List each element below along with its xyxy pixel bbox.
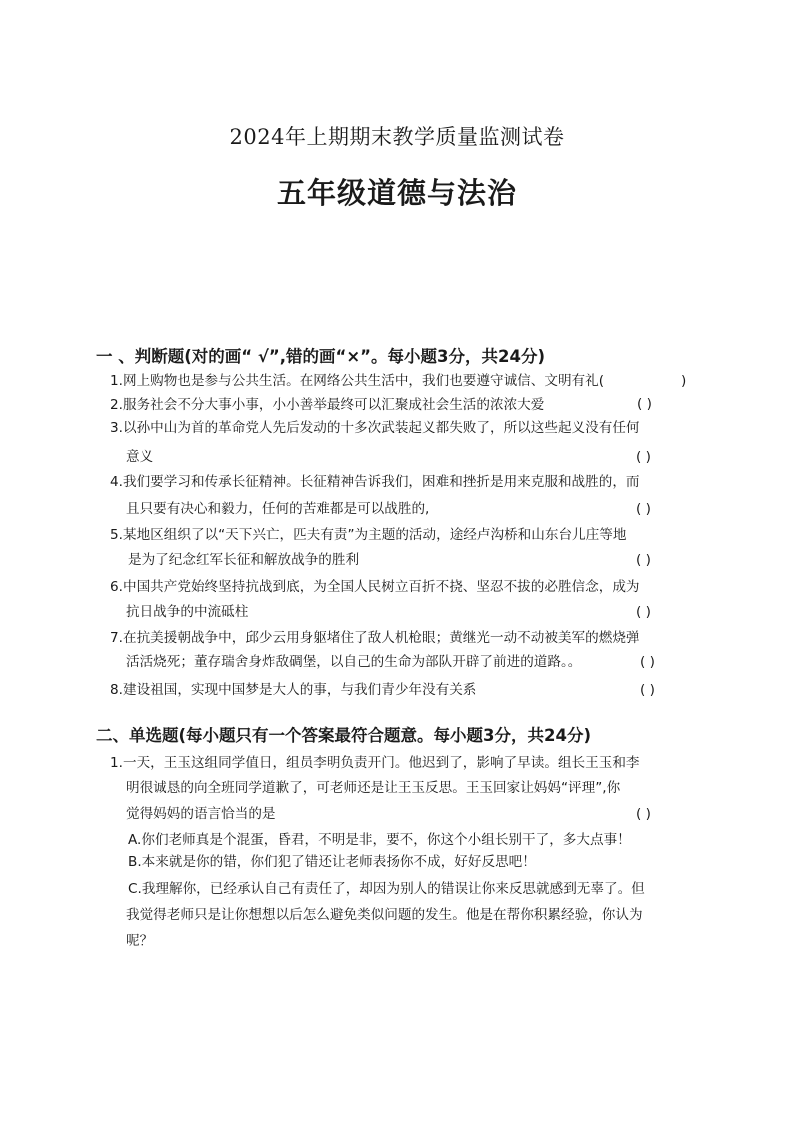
question-1-6-line2: 抗日战争的中流砥柱	[126, 604, 249, 620]
answer-paren: ( )	[636, 449, 651, 465]
option-b: B.本来就是你的错，你们犯了错还让老师表扬你不成，好好反思吧！	[128, 854, 536, 870]
question-2-1-line1: 1.一天，王玉这组同学值日，组员李明负责开门。他迟到了，影响了早读。组长王玉和李	[110, 755, 640, 771]
question-1-3-line2: 意义	[126, 449, 154, 465]
question-1-8: 8.建设祖国，实现中国梦是大人的事，与我们青少年没有关系	[110, 682, 477, 698]
question-1-7-line1: 7.在抗美援朝战争中，邱少云用身躯堵住了敌人机枪眼；黄继光一动不动被美军的燃烧弹	[110, 630, 640, 646]
answer-paren: ( )	[637, 396, 652, 412]
option-c-line1: C.我理解你，已经承认自己有责任了，却因为别人的错误让你来反思就感到无辜了。但	[128, 881, 645, 897]
answer-paren: ( )	[636, 552, 651, 568]
option-a: A.你们老师真是个混蛋，昏君，不明是非，要不，你这个小组长别干了，多大点事！	[128, 832, 631, 848]
question-1-6-line1: 6.中国共产党始终坚持抗战到底，为全国人民树立百折不挠、坚忍不拔的必胜信念，成为	[110, 579, 640, 595]
answer-paren: ( )	[636, 806, 651, 822]
exam-title: 2024年上期期末教学质量监测试卷	[229, 125, 565, 149]
question-1-3-line1: 3.以孙中山为首的革命党人先后发动的十多次武装起义都失败了，所以这些起义没有任何	[110, 420, 640, 436]
answer-paren: ( )	[636, 501, 651, 517]
question-1-2: 2.服务社会不分大事小事，小小善举最终可以汇聚成社会生活的浓浓大爱	[110, 397, 545, 413]
option-c-line2: 我觉得老师只是让你想想以后怎么避免类似问题的发生。他是在帮你积累经验，你认为	[126, 907, 643, 923]
question-2-1-line2: 明很诚恳的向全班同学道歉了，可老师还是让王玉反思。王玉回家让妈妈“评理”,你	[126, 780, 621, 796]
question-1-7-line2: 活活烧死；董存瑞舍身炸敌碉堡，以自己的生命为部队开辟了前进的道路。。	[126, 654, 582, 670]
answer-paren-end: )	[681, 373, 687, 389]
subject-title: 五年级道德与法治	[276, 176, 517, 210]
answer-paren: ( )	[640, 654, 655, 670]
question-1-5-line2: 是为了纪念红军长征和解放战争的胜利	[128, 552, 360, 568]
answer-paren: ( )	[636, 604, 651, 620]
section2-heading: 二、单选题(每小题只有一个答案最符合题意。每小题3分，共24分)	[96, 726, 592, 745]
question-2-1-line3: 觉得妈妈的语言恰当的是	[126, 806, 276, 822]
question-1-5-line1: 5.某地区组织了以“天下兴亡，匹夫有责”为主题的活动，途经卢沟桥和山东台儿庄等地	[110, 527, 627, 543]
question-1-1: 1.网上购物也是参与公共生活。在网络公共生活中，我们也要遵守诚信、文明有礼(	[110, 373, 605, 389]
section1-heading: 一 、判断题(对的画“ √”,错的画“×”。每小题3分，共24分)	[96, 347, 545, 366]
question-1-4-line2: 且只要有决心和毅力，任何的苦难都是可以战胜的,	[126, 501, 430, 517]
question-1-4-line1: 4.我们要学习和传承长征精神。长征精神告诉我们，困难和挫折是用来克服和战胜的，而	[110, 474, 640, 490]
option-c-line3: 呢？	[126, 933, 154, 949]
answer-paren: ( )	[640, 682, 655, 698]
